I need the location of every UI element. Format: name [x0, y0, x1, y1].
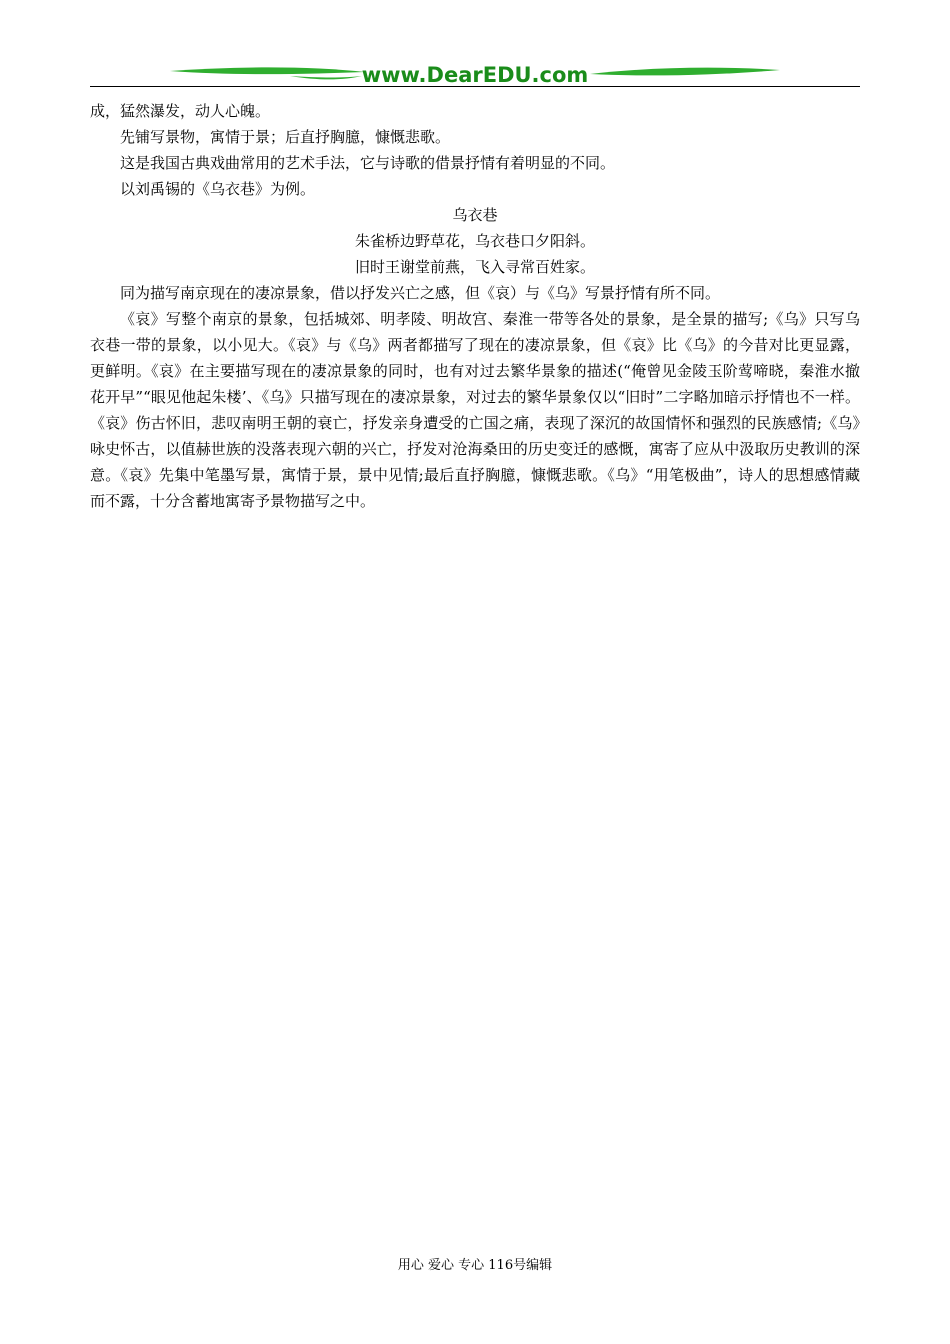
- poem-title: 乌衣巷: [452, 206, 498, 224]
- poem-line-2: 旧时王谢堂前燕，飞入寻常百姓家。: [354, 258, 595, 276]
- poem-line-1: 朱雀桥边野草花，乌衣巷口夕阳斜。: [354, 232, 595, 250]
- paragraph-6: 《哀》写整个南京的景象，包括城郊、明孝陵、明故宫、秦淮一带等各处的景象，是全景的描写;《乌》只写乌衣巷一带的景象，以小见大。《哀》与《乌》两者都描写了现在的凄凉景象，但《哀》比《乌》的今昔对比更显露，更鲜明。《哀》在主要描写现在的凄凉景象的同时，也有对过去繁华景象的描述(“俺曾见金陵玉阶莺啼晓，秦淮水撤花开早”“眼见他起朱楼’、《乌》只描写现在的凄凉景象，对过去的繁华景象仅以“旧时”二字略加暗示抒情也不一样。《哀》伤古怀旧，悲叹南明王朝的衰亡，抒发亲身遭受的亡国之痛，表现了深沉的故国情怀和强烈的民族感情;《乌》咏史怀古，以值赫世族的没落表现六朝的兴亡，抒发对沧海桑田的历史变迁的感慨，寓寄了应从中汲取历史教训的深意。《哀》先集中笔墨写景，寓情于景，景中见情;最后直抒胸臆，慷慨悲歌。《乌》“用笔极曲”，诗人的思想感情藏而不露，十分含蓄地寓寄予景物描写之中。: [90, 310, 860, 510]
- paragraph-1: 成，猛然瀑发，动人心魄。: [90, 102, 271, 120]
- paragraph-3: 这是我国古典戏曲常用的艺术手法，它与诗歌的借景抒情有着明显的不同。: [120, 154, 616, 172]
- paragraph-5: 同为描写南京现在的凄凉景象，借以抒发兴亡之感，但《哀）与《乌》写景抒情有所不同。: [120, 284, 721, 302]
- paragraph-4: 以刘禹锡的《乌衣巷》为例。: [120, 180, 316, 198]
- left-swoosh: [170, 67, 365, 74]
- paragraph-2: 先铺写景物，寓情于景；后直抒胸臆，慷慨悲歌。: [120, 128, 451, 146]
- document-body: [90, 98, 860, 514]
- page-footer: 用心 爱心 专心 116号编辑: [397, 1258, 553, 1273]
- left-swoosh-tail: [290, 76, 362, 79]
- header-divider: [90, 86, 860, 87]
- right-swoosh: [590, 68, 780, 76]
- logo-text: www.DearEDU.com: [361, 63, 589, 87]
